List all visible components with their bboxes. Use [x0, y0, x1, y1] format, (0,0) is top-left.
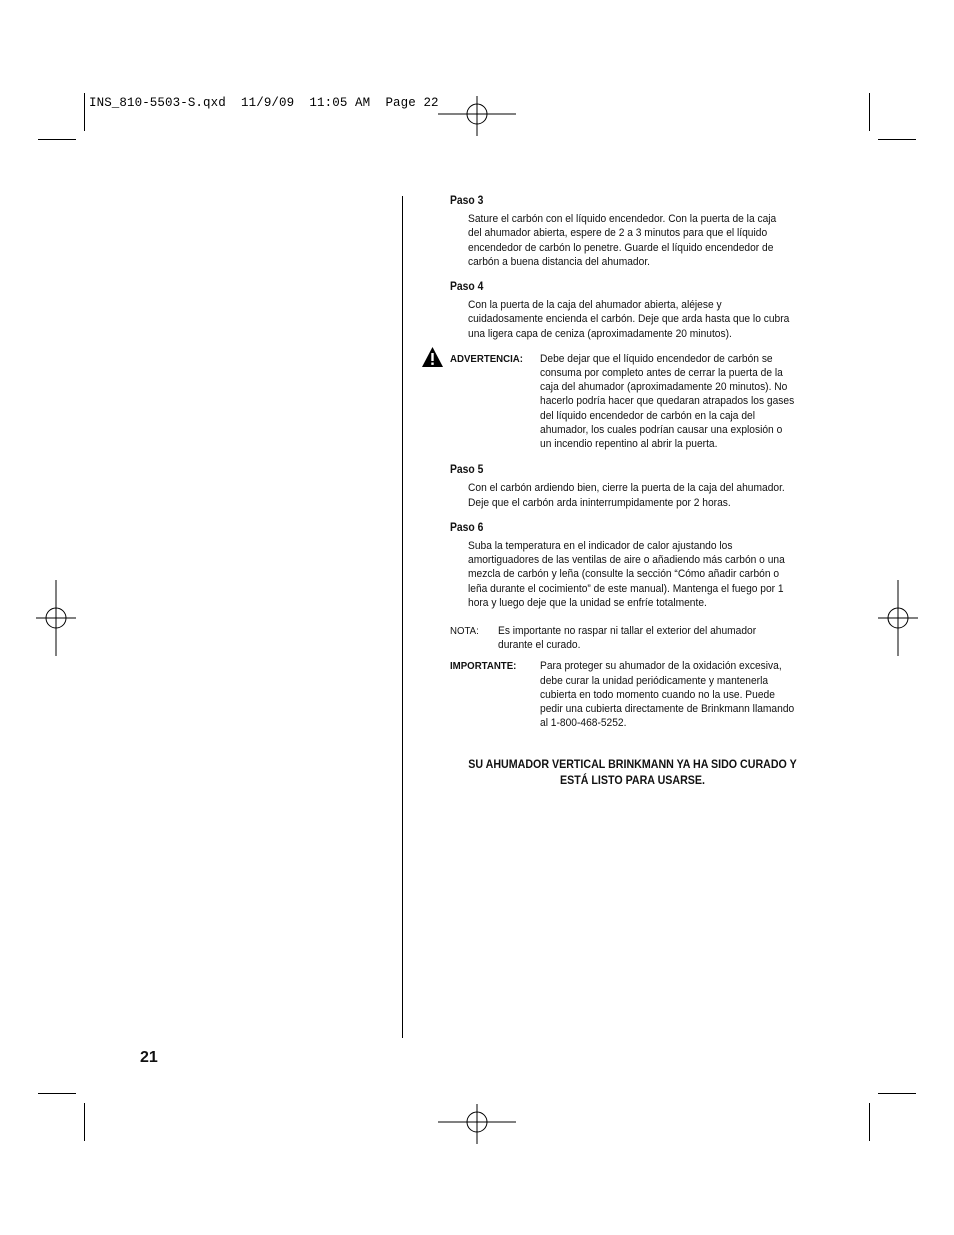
step-5-title: Paso 5: [450, 464, 484, 477]
crop-mark-bottom-right-vertical: [869, 1103, 870, 1141]
note-text: Es importante no raspar ni tallar el exterior del ahumador durante el curado.: [498, 625, 757, 652]
registration-target-top-icon: [438, 96, 516, 136]
registration-target-left-icon: [36, 580, 76, 656]
note-block: [450, 624, 815, 652]
page-number: 21: [140, 1049, 158, 1066]
crop-mark-top-left-vertical: [84, 93, 85, 131]
important-block: [450, 659, 815, 730]
important-text: Para proteger su ahumador de la oxidación excesiva, debe curar la unidad periódicamente y mantenerla cubierta en todo momento cuando no la use. Puede pedir una cubierta directamente de Brinkmann llamando al 1-800-468-5252.: [540, 660, 795, 730]
step-3-text: Sature el carbón con el líquido encendedor. Con la puerta de la caja del ahumador abierta, espere de 2 a 3 minutos para que el líquido encendedor de carbón lo penetre. Guarde el líquido encendedor de carbón a buena distancia del ahumador.: [468, 213, 777, 268]
warning-label: ADVERTENCIA:: [450, 352, 523, 365]
warning-text: Debe dejar que el líquido encendedor de carbón se consuma por completo antes de cerrar la puerta de la caja del ahumador (aproximadamente 20 minutos). No hacerlo podría hacer que quedaran atrapados los gases del líquido encendedor de carbón en la caja del ahumador, los cuales podrían causar una explosión o un incendio repentino al abrir la puerta.: [540, 352, 795, 451]
step-5-text: Con el carbón ardiendo bien, cierre la puerta de la caja del ahumador. Deje que el carbón arda ininterrumpidamente por 2 horas.: [468, 482, 785, 509]
step-4-title: Paso 4: [450, 281, 484, 294]
instructions-column: [450, 194, 815, 738]
crop-mark-top-left-horizontal: [38, 139, 76, 140]
cured-message-line-1: SU AHUMADOR VERTICAL BRINKMANN YA HA SIDO CURADO Y: [468, 758, 797, 771]
column-divider: [402, 196, 403, 1038]
crop-mark-top-right-horizontal: [878, 139, 916, 140]
crop-mark-bottom-left-vertical: [84, 1103, 85, 1141]
printer-slug: INS_810-5503-S.qxd 11/9/09 11:05 AM Page 22: [89, 96, 439, 110]
step-4-text: Con la puerta de la caja del ahumador abierta, aléjese y cuidadosamente encienda el carbón. Deje que arda hasta que lo cubra una ligera capa de ceniza (aproximadamente 20 minutos).: [468, 299, 790, 340]
step-6-title: Paso 6: [450, 521, 484, 534]
registration-target-right-icon: [878, 580, 918, 656]
warning-triangle-icon: [421, 346, 444, 368]
crop-mark-top-right-vertical: [869, 93, 870, 131]
cured-message-line-2: ESTÁ LISTO PARA USARSE.: [559, 773, 705, 787]
crop-mark-bottom-left-horizontal: [38, 1093, 76, 1094]
step-6-text: Suba la temperatura en el indicador de calor ajustando los amortiguadores de las ventilas de aire o añadiendo más carbón o una mezcla de carbón y leña (consulte la sección “Cómo añadir carbón o leña durante el cocimiento” de este manual). Mantenga el fuego por 1 hora y luego deje que la unidad se enfríe totalmente.: [468, 540, 785, 609]
note-label: NOTA:: [450, 625, 479, 638]
step-3-title: Paso 3: [450, 195, 484, 207]
registration-target-bottom-icon: [438, 1104, 516, 1144]
warning-block: [450, 352, 815, 451]
cured-confirmation-message: [465, 757, 801, 788]
crop-mark-bottom-right-horizontal: [878, 1093, 916, 1094]
important-label: IMPORTANTE:: [450, 660, 517, 673]
